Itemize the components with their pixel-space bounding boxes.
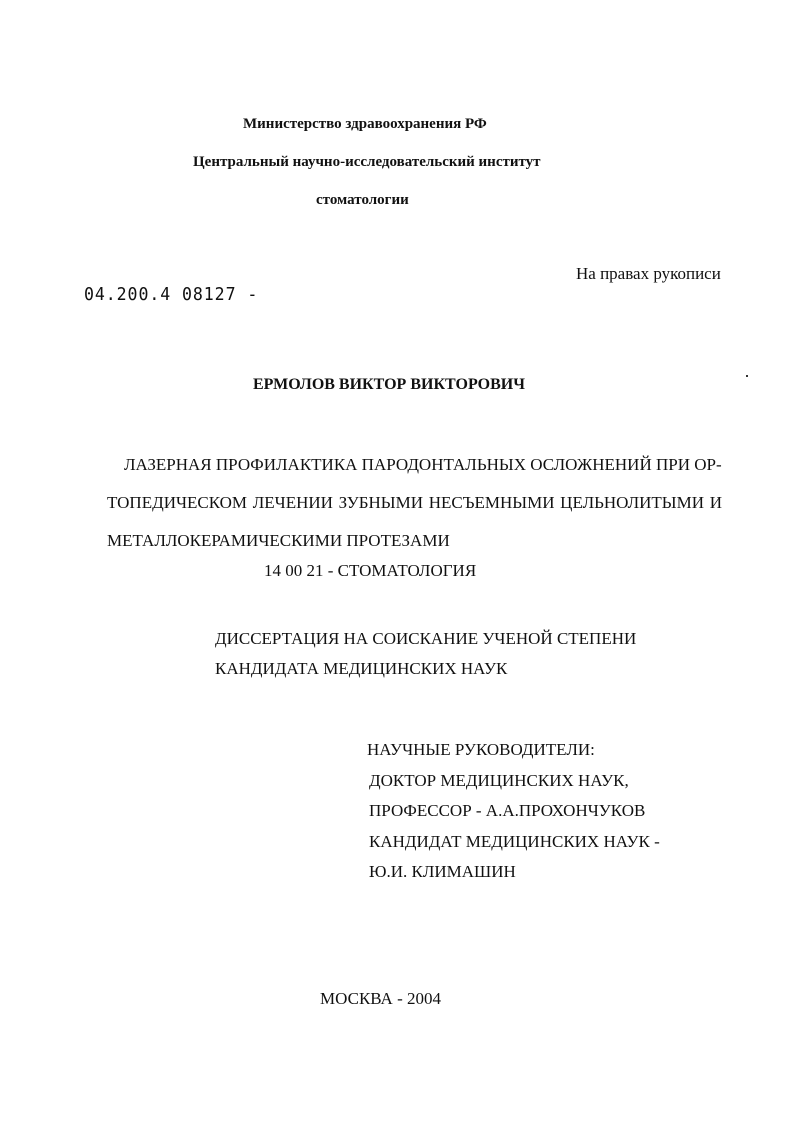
speck-mark [746,375,748,377]
author-name: ЕРМОЛОВ ВИКТОР ВИКТОРОВИЧ [253,376,525,393]
specialty-code: 14 00 21 - СТОМАТОЛОГИЯ [264,561,477,580]
title-line-2: ТОПЕДИЧЕСКОМ ЛЕЧЕНИИ ЗУБНЫМИ НЕСЪЕМНЫМИ ЦЕЛЬНОЛИТЫМИ И [107,493,722,512]
degree-line-1: ДИССЕРТАЦИЯ НА СОИСКАНИЕ УЧЕНОЙ СТЕПЕНИ [215,629,637,648]
city-year: МОСКВА - 2004 [320,989,441,1008]
degree-statement [215,624,636,684]
supervisor-line-4: Ю.И. КЛИМАШИН [369,862,516,881]
supervisor-line-3: КАНДИДАТ МЕДИЦИНСКИХ НАУК - [369,831,660,851]
institute-name-line2: стоматологии [316,192,409,208]
supervisors-block [369,735,660,888]
degree-line-2: КАНДИДАТА МЕДИЦИНСКИХ НАУК [215,659,508,678]
supervisor-line-1: ДОКТОР МЕДИЦИНСКИХ НАУК, [369,770,629,790]
registration-number: 04.200.4 08127 - [84,284,259,305]
title-line-3: МЕТАЛЛОКЕРАМИЧЕСКИМИ ПРОТЕЗАМИ [107,531,450,550]
rights-note: На правах рукописи [576,264,721,283]
institute-name: Центральный научно-исследовательский институт [193,154,541,170]
title-line-1: ЛАЗЕРНАЯ ПРОФИЛАКТИКА ПАРОДОНТАЛЬНЫХ ОСЛОЖНЕНИЙ ПРИ ОР- [124,455,722,474]
ministry-name: Министерство здравоохранения РФ [243,116,487,132]
supervisor-line-2: ПРОФЕССОР - А.А.ПРОХОНЧУКОВ [369,801,646,820]
supervisors-heading: НАУЧНЫЕ РУКОВОДИТЕЛИ: [367,740,595,759]
dissertation-title [107,446,722,560]
